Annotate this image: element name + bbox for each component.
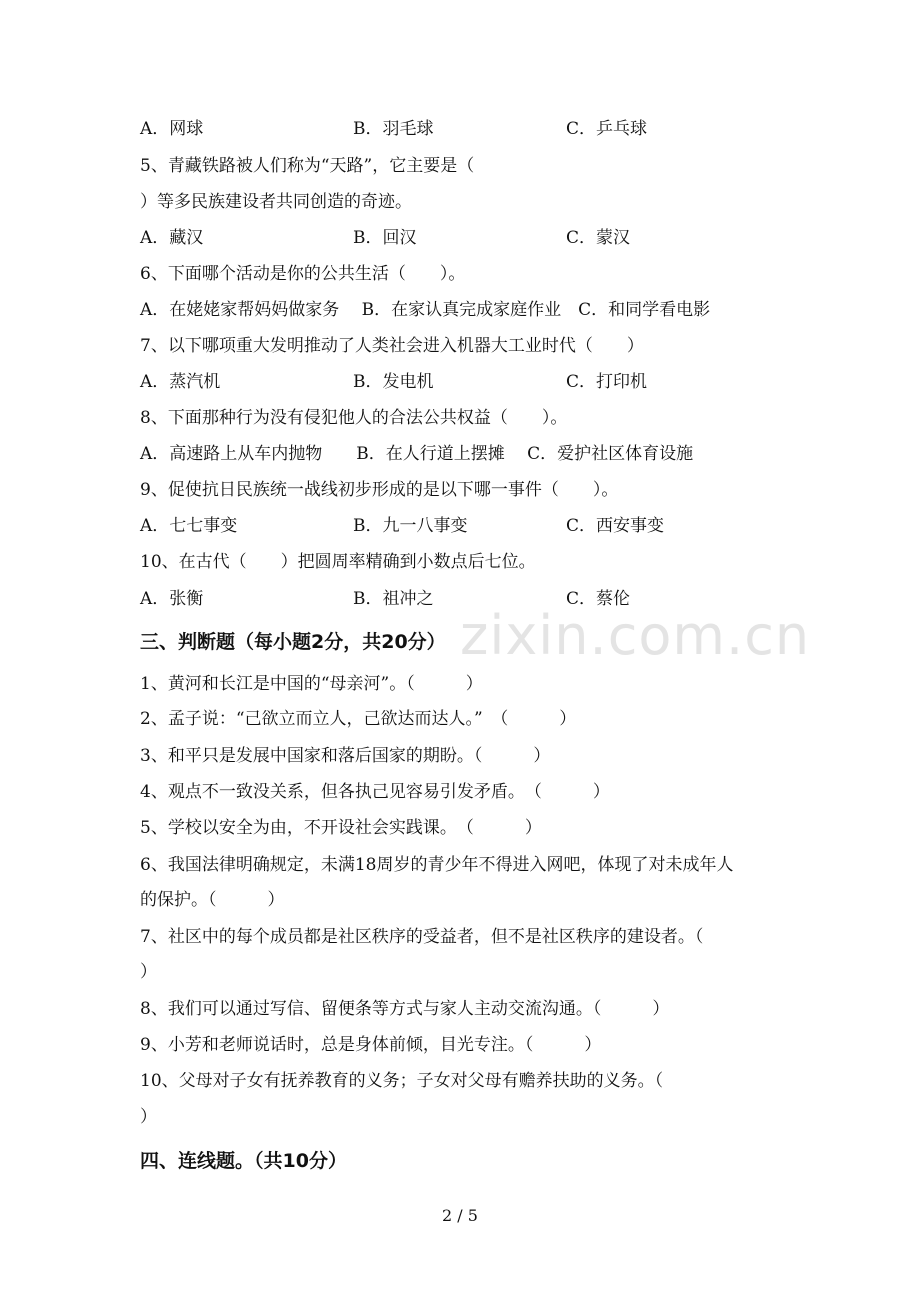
q5-text-line2: ）等多民族建设者共同创造的奇迹。	[140, 192, 412, 212]
q8-options: A．高速路上从车内抛物 B．在人行道上摆摊 C．爱护社区体育设施	[140, 444, 694, 464]
judgement-item-continued: ）	[140, 962, 157, 982]
q7-text: 7、以下哪项重大发明推动了人类社会进入机器大工业时代（ ）	[140, 336, 644, 356]
q8-text: 8、下面那种行为没有侵犯他人的合法公共权益（ ）。	[140, 408, 568, 428]
watermark: zixin.com.cn	[460, 604, 811, 667]
judgement-item: 1、黄河和长江是中国的“母亲河”。（ ）	[140, 674, 483, 694]
judgement-item: 9、小芳和老师说话时，总是身体前倾，目光专注。（ ）	[140, 1035, 602, 1055]
q5-option-a: A．藏汉	[140, 228, 204, 248]
section3-title: 三、判断题（每小题2分，共20分）	[140, 631, 446, 653]
section4-title: 四、连线题。（共10分）	[140, 1150, 347, 1172]
q10-option-c: C．蔡伦	[566, 589, 631, 609]
q4-option-c: C．乒乓球	[566, 119, 648, 139]
judgement-item: 2、孟子说：“己欲立而立人，己欲达而达人。” （ ）	[140, 709, 577, 729]
judgement-item: 10、父母对子女有抚养教育的义务；子女对父母有赡养扶助的义务。（	[140, 1071, 664, 1091]
q4-option-a: A．网球	[140, 119, 204, 139]
q4-option-b: B．羽毛球	[353, 119, 434, 139]
q10-option-a: A．张衡	[140, 589, 204, 609]
q7-option-b: B．发电机	[353, 372, 434, 392]
q9-text: 9、促使抗日民族统一战线初步形成的是以下哪一事件（ ）。	[140, 480, 619, 500]
q5-option-c: C．蒙汉	[566, 228, 631, 248]
q6-options: A．在姥姥家帮妈妈做家务 B．在家认真完成家庭作业 C．和同学看电影	[140, 300, 711, 320]
judgement-item: 8、我们可以通过写信、留便条等方式与家人主动交流沟通。（ ）	[140, 999, 670, 1019]
judgement-item: 6、我国法律明确规定，未满18周岁的青少年不得进入网吧，体现了对未成年人	[140, 855, 734, 875]
page-number: 2 / 5	[442, 1206, 478, 1225]
q5-text-line1: 5、青藏铁路被人们称为“天路”，它主要是（	[140, 156, 475, 176]
q5-option-b: B．回汉	[353, 228, 417, 248]
q6-text: 6、下面哪个活动是你的公共生活（ ）。	[140, 264, 466, 284]
judgement-item: 3、和平只是发展中国家和落后国家的期盼。（ ）	[140, 746, 551, 766]
q7-option-a: A．蒸汽机	[140, 372, 221, 392]
judgement-item-continued: ）	[140, 1107, 157, 1127]
judgement-item-continued: 的保护。（ ）	[140, 890, 285, 910]
q9-option-a: A．七七事变	[140, 516, 238, 536]
q10-option-b: B．祖冲之	[353, 589, 434, 609]
q9-option-c: C．西安事变	[566, 516, 665, 536]
q9-option-b: B．九一八事变	[353, 516, 468, 536]
q10-text: 10、在古代（ ）把圆周率精确到小数点后七位。	[140, 552, 536, 572]
q7-option-c: C．打印机	[566, 372, 648, 392]
judgement-item: 5、学校以安全为由，不开设社会实践课。 （ ）	[140, 818, 542, 838]
judgement-item: 4、观点不一致没关系，但各执己见容易引发矛盾。 （ ）	[140, 782, 610, 802]
judgement-item: 7、社区中的每个成员都是社区秩序的受益者，但不是社区秩序的建设者。（	[140, 927, 704, 947]
